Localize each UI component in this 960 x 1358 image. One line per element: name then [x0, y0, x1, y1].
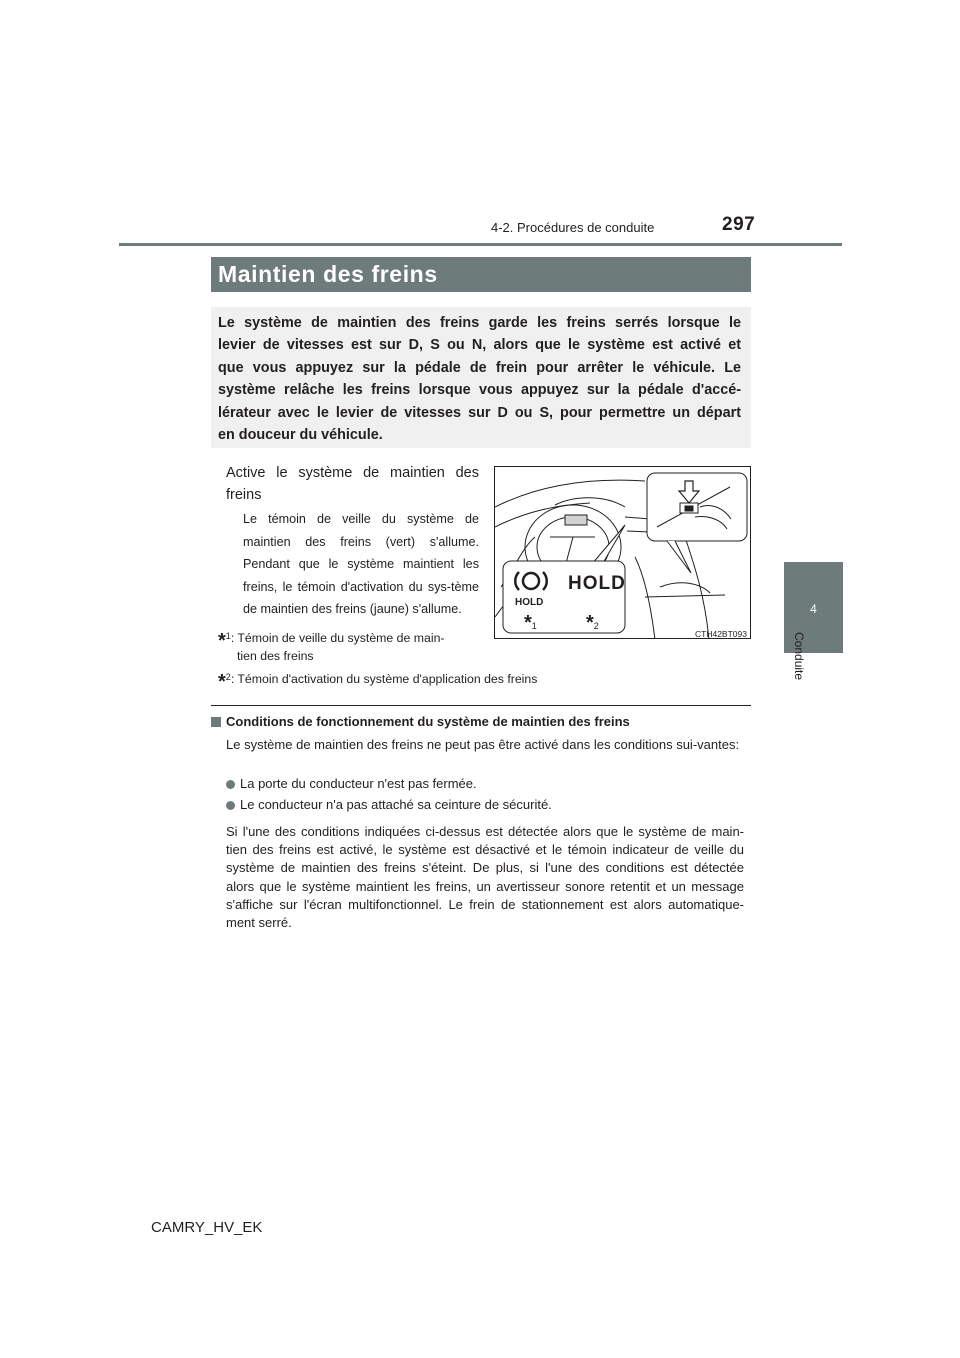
footnote-number: 1 [225, 631, 231, 641]
paragraph-line: ment serré. [226, 915, 292, 931]
footnote-star: * [218, 671, 226, 693]
section-divider [211, 705, 751, 706]
footnote-1 [218, 629, 483, 664]
document-code: CAMRY_HV_EK [151, 1219, 263, 1236]
intro-text [218, 312, 741, 446]
section-label: 4-2. Procédures de conduite [491, 220, 655, 235]
intro-line: que vous appuyez sur la pédale de frein pour arrêter le véhicule. Le [218, 359, 741, 376]
callout-number: 1 [531, 621, 537, 631]
footnote-2 [218, 670, 658, 693]
hold-indicator-text: HOLD [568, 573, 626, 594]
callout-star: * [524, 612, 532, 634]
intro-line: en douceur du véhicule. [218, 427, 383, 444]
callout-number: 2 [593, 621, 599, 631]
footnote-text-cont: tien des freins [237, 649, 314, 663]
paragraph-line: Si l'une des conditions indiquées ci-dessus est détectée alors que le système de main- [226, 824, 744, 839]
footnote-text: : Témoin de veille du système de main- [230, 631, 445, 645]
step-detail: Le témoin de veille du système de maintien des freins (vert) s'allume. Pendant que le système maintient les freins, le témoin d'activation du sys-tème de maintien des freins (jaune) s'allume. [243, 512, 479, 617]
square-bullet-icon [211, 717, 221, 727]
paragraph-line: alors que le système maintient les freins, un avertisseur sonore retentit et un message [226, 878, 744, 894]
callout-1 [524, 612, 537, 635]
page-number: 297 [722, 214, 756, 235]
conditions-paragraph [226, 823, 744, 932]
footnote-number: 2 [225, 672, 231, 682]
chapter-tab-number: 4 [810, 602, 817, 616]
intro-line: Le système de maintien des freins garde les freins serrés lorsque le [218, 315, 741, 331]
bullet-dot-icon [226, 780, 235, 789]
callout-2 [586, 612, 599, 635]
chapter-tab-label: Conduite [792, 632, 806, 681]
condition-item: La porte du conducteur n'est pas fermée. [240, 776, 477, 791]
bullet-dot-icon [226, 801, 235, 810]
footnote-text: : Témoin d'activation du système d'application des freins [230, 672, 538, 686]
footnote-star: * [218, 630, 226, 652]
paragraph-line: système de maintien des freins s'éteint. De plus, si l'une des conditions est détectée [226, 860, 744, 876]
paragraph-line: tien des freins est activé, le système est désactivé et le témoin indicateur de veille du [226, 842, 744, 858]
figure-code: CTH42BT093 [695, 629, 747, 639]
conditions-intro: Le système de maintien des freins ne peut pas être activé dans les conditions sui-vantes: [226, 737, 740, 752]
step-text: Active le système de maintien des freins [226, 465, 479, 503]
paragraph-line: s'affiche sur l'écran multifonctionnel. Le frein de stationnement est alors automatique- [226, 896, 744, 912]
intro-line: lérateur avec le levier de vitesses sur D ou S, pour permettre un départ [218, 404, 741, 421]
intro-line: système relâche les freins lorsque vous appuyez sur la pédale d'accé- [218, 382, 741, 399]
indicator-label: HOLD [515, 597, 544, 608]
condition-item: Le conducteur n'a pas attaché sa ceinture de sécurité. [240, 797, 552, 812]
intro-line: levier de vitesses est sur D, S ou N, alors que le système est activé et [218, 337, 741, 354]
header-rule [119, 243, 842, 246]
page-title: Maintien des freins [218, 261, 438, 287]
conditions-title: Conditions de fonctionnement du système de maintien des freins [226, 714, 630, 729]
callout-star: * [586, 612, 594, 634]
